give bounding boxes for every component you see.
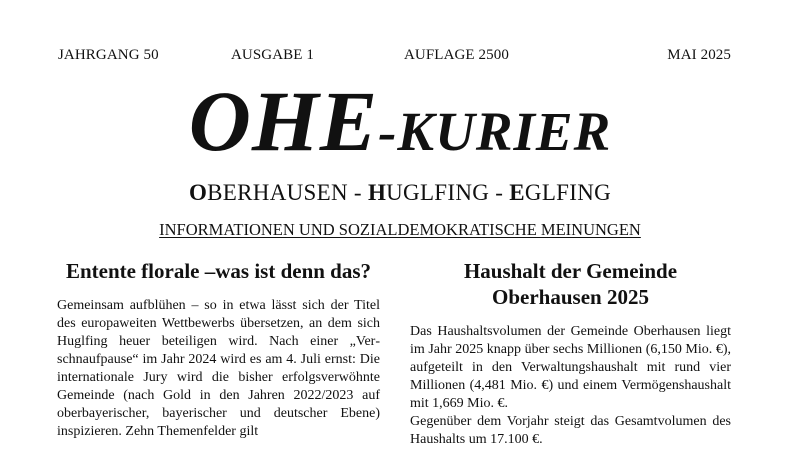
masthead-subtitle — [0, 180, 800, 206]
subtitle-initial: E — [509, 180, 525, 205]
article-paragraph: Gegenüber dem Vorjahr steigt das Gesamtvolumen des Haushalts um 17.100 €. — [410, 414, 731, 447]
subtitle-initial: H — [367, 180, 387, 205]
tagline-text: INFORMATIONEN UND SOZIALDEMOKRATISCHE MEINUNGEN — [159, 220, 641, 239]
subtitle-text: BERHAUSEN - — [207, 180, 368, 205]
subtitle-initial: O — [188, 180, 208, 205]
newspaper-masthead — [0, 73, 800, 169]
article-column-right — [410, 258, 731, 449]
article-paragraph: Das Haushaltsvolumen der Gemeinde Oberhausen liegt im Jahr 2025 knapp über sechs Millionen (6,150 Mio. €), aufgeteilt in den Verwaltungshaushalt mit rund vier Millionen (4,481 Mio. €) und einem Vermögenshaushalt mit 1,669 Mio. €. — [410, 324, 731, 411]
masthead-main: OHE — [188, 73, 379, 169]
article-column-left — [57, 258, 380, 441]
subtitle-text: UGLFING - — [386, 180, 510, 205]
article-paragraph: Gemeinsam aufblühen – so in etwa lässt sich der Titel des europaweiten Wettbewerbs übersetzen, an dem sich Huglfing heuer beteiligen wird. Nach einer „Verschnaufpause“ im Jahr 2024 wird es am 4. Juli ernst: Die internationale Jury wird die bisher erfolgsverwöhnte Gemeinde (nach Gold in den Jahren 2022/2023 auf oberbayerischer, bayerischer und deutscher Ebene) inspizieren. Zehn Themenfelder gilt — [57, 298, 380, 439]
circulation-label: AUFLAGE 2500 — [404, 47, 509, 63]
masthead-rest: -KURIER — [378, 101, 612, 162]
volume-label: JAHRGANG 50 — [58, 47, 159, 63]
masthead-tagline — [0, 220, 800, 240]
issue-label: AUSGABE 1 — [231, 47, 314, 63]
subtitle-text: GLFING — [524, 180, 612, 205]
date-label: MAI 2025 — [667, 47, 731, 63]
article-title: Entente florale –was ist denn das? — [65, 259, 372, 283]
article-title: Haushalt der Gemeinde Oberhausen 2025 — [463, 259, 678, 309]
